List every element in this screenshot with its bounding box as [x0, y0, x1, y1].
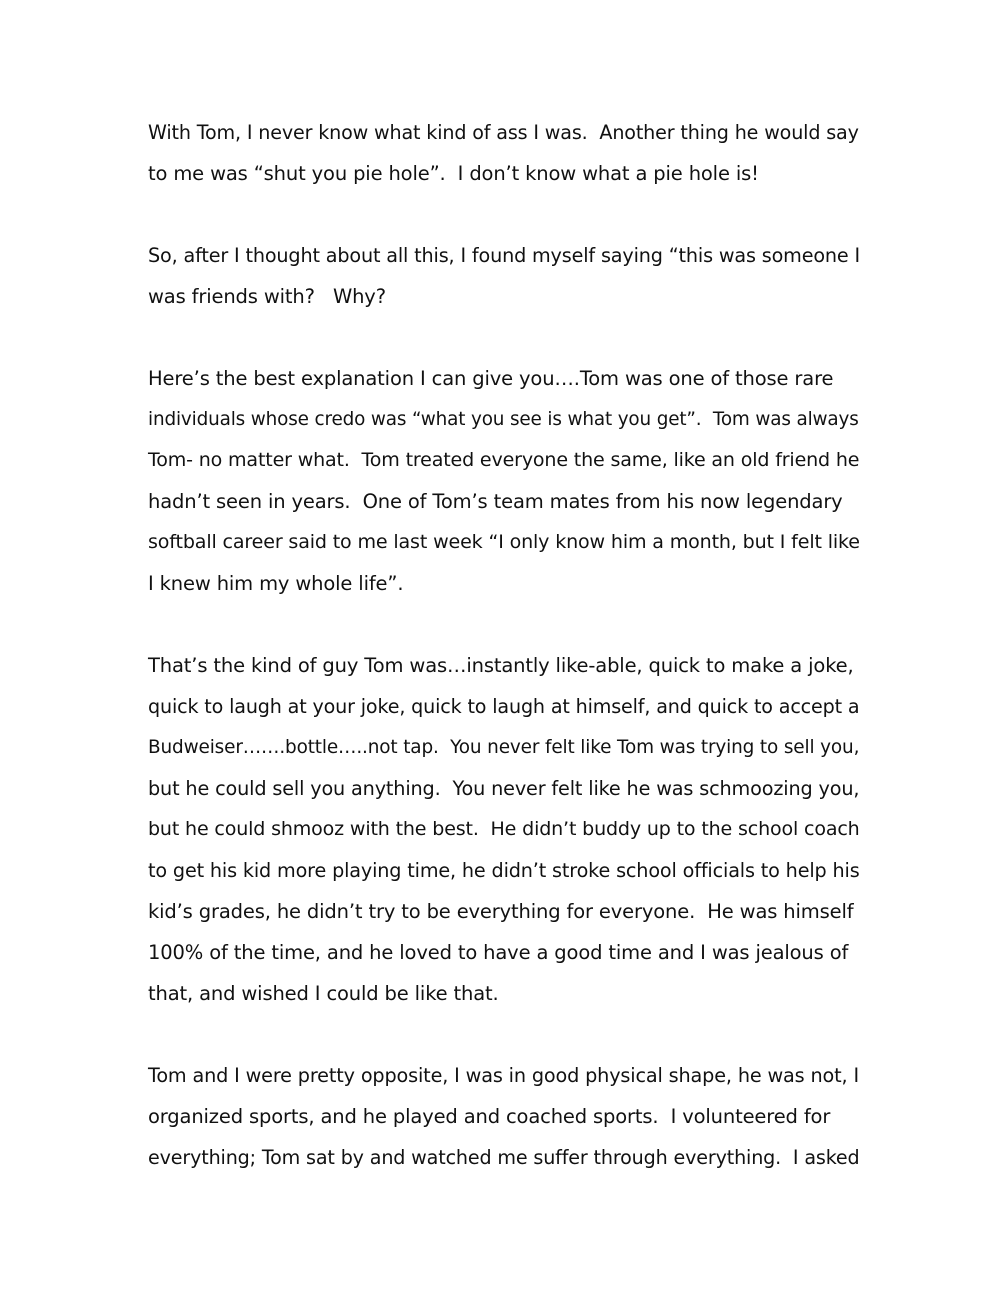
paragraph-5 [148, 1055, 860, 1178]
text-line: was friends with? Why? [148, 285, 386, 308]
paragraph-4 [148, 645, 860, 1014]
paragraph-3 [148, 358, 860, 604]
text-line: organized sports, and he played and coached sports. I volunteered for [148, 1105, 831, 1128]
text-line: individuals whose credo was “what you see is what you get”. Tom was always [148, 409, 859, 430]
paragraph-2 [148, 235, 860, 317]
text-line: kid’s grades, he didn’t try to be everything for everyone. He was himself [148, 900, 854, 923]
text-line: So, after I thought about all this, I found myself saying “this was someone I [148, 244, 861, 267]
text-line: but he could shmooz with the best. He didn’t buddy up to the school coach [148, 818, 860, 840]
text-line: That’s the kind of guy Tom was…instantly like-able, quick to make a joke, [148, 654, 854, 677]
text-line: I knew him my whole life”. [148, 572, 404, 595]
text-line: softball career said to me last week “I only know him a month, but I felt like [148, 531, 860, 553]
text-line: Budweiser…….bottle…..not tap. You never felt like Tom was trying to sell you, [148, 737, 860, 758]
text-line: that, and wished I could be like that. [148, 982, 499, 1005]
text-line: With Tom, I never know what kind of ass I was. Another thing he would say [148, 121, 859, 144]
text-line: Tom- no matter what. Tom treated everyone the same, like an old friend he [148, 449, 860, 471]
text-line: Tom and I were pretty opposite, I was in good physical shape, he was not, I [148, 1064, 859, 1087]
text-line: to get his kid more playing time, he didn’t stroke school officials to help his [148, 859, 860, 882]
text-line: everything; Tom sat by and watched me suffer through everything. I asked [148, 1146, 860, 1169]
text-line: to me was “shut you pie hole”. I don’t know what a pie hole is! [148, 162, 759, 185]
text-line: hadn’t seen in years. One of Tom’s team mates from his now legendary [148, 490, 843, 513]
text-line: but he could sell you anything. You never felt like he was schmoozing you, [148, 777, 860, 800]
text-line: 100% of the time, and he loved to have a good time and I was jealous of [148, 941, 849, 964]
text-line: Here’s the best explanation I can give you….Tom was one of those rare [148, 367, 834, 390]
text-line: quick to laugh at your joke, quick to laugh at himself, and quick to accept a [148, 695, 860, 718]
paragraph-1 [148, 112, 860, 194]
